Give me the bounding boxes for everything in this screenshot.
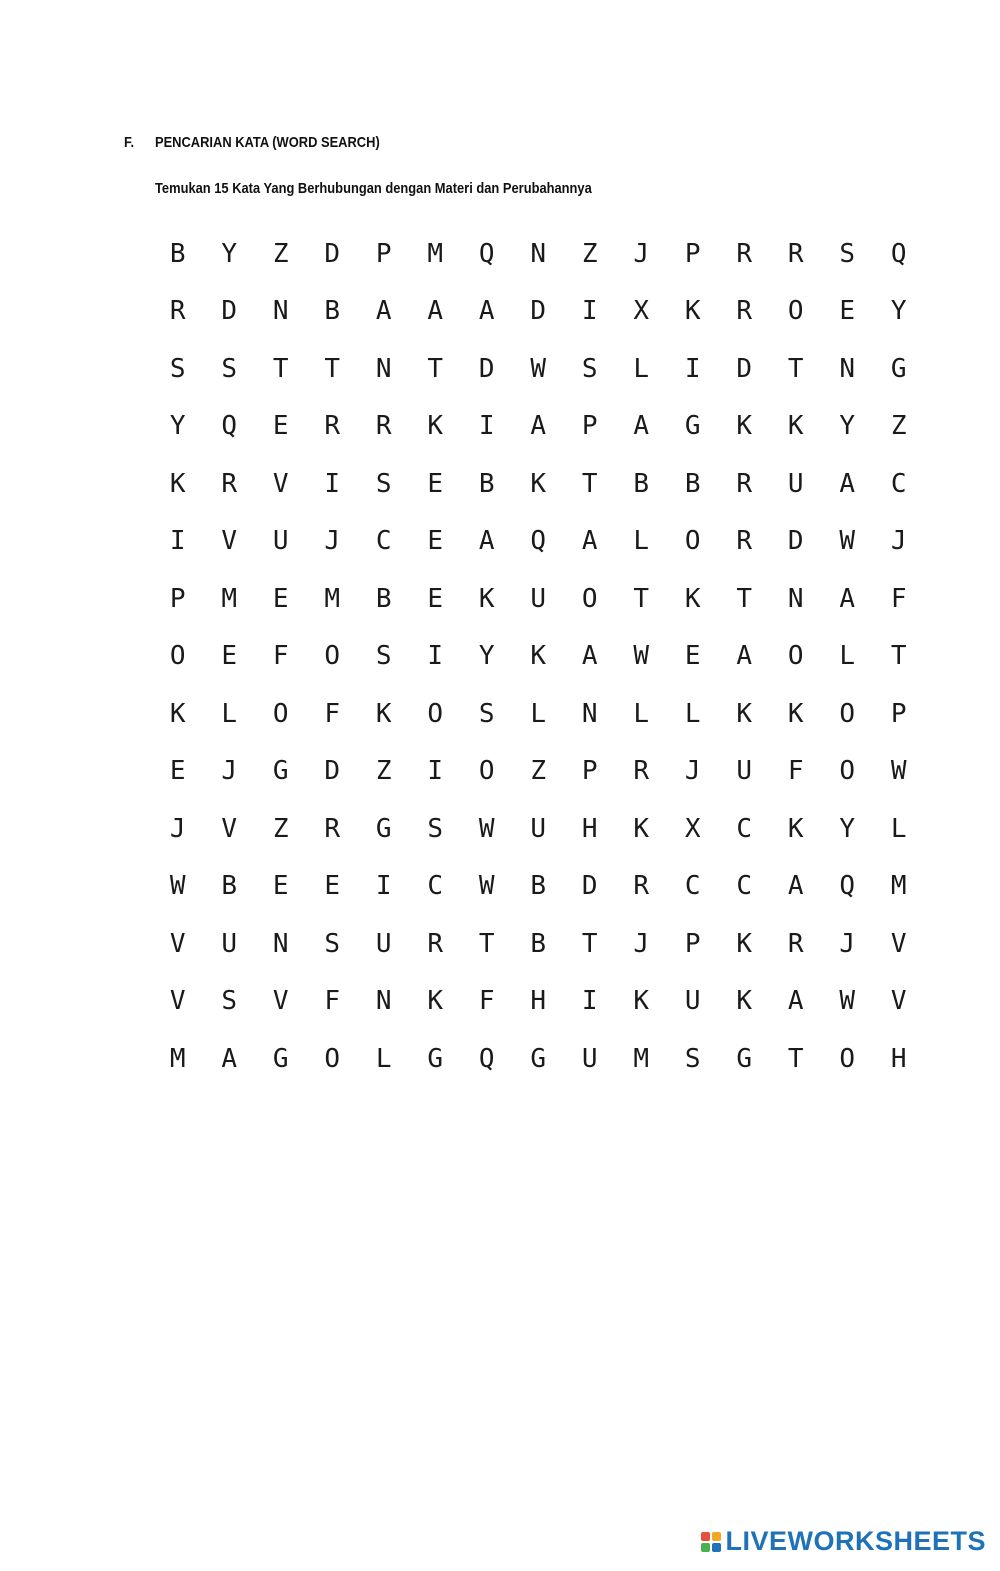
grid-letter[interactable]: Y <box>839 411 856 442</box>
grid-letter[interactable]: S <box>221 986 238 1017</box>
grid-letter[interactable]: E <box>839 296 856 327</box>
grid-letter[interactable]: E <box>272 583 289 614</box>
grid-letter[interactable]: P <box>581 756 598 787</box>
grid-letter[interactable]: F <box>787 756 804 787</box>
grid-letter[interactable]: I <box>169 526 186 557</box>
grid-letter[interactable]: R <box>736 526 753 557</box>
grid-letter[interactable]: Q <box>530 526 547 557</box>
grid-letter[interactable]: O <box>581 583 598 614</box>
grid-letter[interactable]: O <box>787 641 804 672</box>
grid-letter[interactable]: F <box>478 986 495 1017</box>
grid-letter[interactable]: I <box>427 756 444 787</box>
section-number: F. <box>124 134 135 151</box>
grid-letter[interactable]: K <box>530 468 547 499</box>
grid-letter[interactable]: K <box>736 986 753 1017</box>
grid-letter[interactable]: R <box>736 468 753 499</box>
grid-letter[interactable]: S <box>221 353 238 384</box>
grid-letter[interactable]: G <box>272 756 289 787</box>
grid-letter[interactable]: S <box>375 641 392 672</box>
grid-letter[interactable]: W <box>633 641 650 672</box>
word-search-grid <box>152 225 925 1088</box>
grid-letter[interactable]: V <box>272 468 289 499</box>
grid-letter[interactable]: N <box>787 583 804 614</box>
grid-letter[interactable]: Y <box>169 411 186 442</box>
logo-square <box>712 1543 721 1552</box>
grid-letter[interactable]: X <box>633 296 650 327</box>
grid-letter[interactable]: B <box>530 871 547 902</box>
grid-letter[interactable]: C <box>736 813 753 844</box>
grid-letter[interactable]: B <box>684 468 701 499</box>
grid-letter[interactable]: K <box>169 468 186 499</box>
grid-letter[interactable]: G <box>427 1043 444 1074</box>
grid-letter[interactable]: D <box>324 756 341 787</box>
grid-letter[interactable]: Z <box>530 756 547 787</box>
grid-letter[interactable]: Y <box>839 813 856 844</box>
liveworksheets-logo-icon <box>701 1532 721 1552</box>
grid-letter[interactable]: K <box>633 986 650 1017</box>
grid-letter[interactable]: R <box>633 871 650 902</box>
liveworksheets-logo <box>701 1526 986 1557</box>
grid-letter[interactable]: Q <box>478 238 495 269</box>
grid-letter[interactable]: T <box>581 468 598 499</box>
grid-letter[interactable]: W <box>839 526 856 557</box>
grid-letter[interactable]: A <box>375 296 392 327</box>
grid-letter[interactable]: F <box>890 583 907 614</box>
grid-letter[interactable]: S <box>684 1043 701 1074</box>
grid-letter[interactable]: W <box>530 353 547 384</box>
grid-letter[interactable]: K <box>787 698 804 729</box>
grid-letter[interactable]: U <box>221 928 238 959</box>
grid-letter[interactable]: O <box>839 756 856 787</box>
instruction-text: Temukan 15 Kata Yang Berhubungan dengan Materi dan Perubahannya <box>155 180 592 197</box>
grid-letter[interactable]: V <box>169 928 186 959</box>
grid-letter[interactable]: I <box>375 871 392 902</box>
grid-letter[interactable]: A <box>736 641 753 672</box>
grid-letter[interactable]: L <box>633 526 650 557</box>
grid-letter[interactable]: N <box>272 928 289 959</box>
grid-letter[interactable]: N <box>375 986 392 1017</box>
grid-letter[interactable]: K <box>530 641 547 672</box>
grid-letter[interactable]: H <box>581 813 598 844</box>
grid-letter[interactable]: U <box>581 1043 598 1074</box>
grid-letter[interactable]: O <box>684 526 701 557</box>
grid-letter[interactable]: S <box>169 353 186 384</box>
grid-letter[interactable]: T <box>272 353 289 384</box>
grid-letter[interactable]: D <box>736 353 753 384</box>
logo-square <box>701 1543 710 1552</box>
grid-letter[interactable]: M <box>169 1043 186 1074</box>
grid-letter[interactable]: R <box>787 928 804 959</box>
grid-letter[interactable]: R <box>787 238 804 269</box>
grid-letter[interactable]: N <box>839 353 856 384</box>
grid-letter[interactable]: R <box>375 411 392 442</box>
grid-letter[interactable]: T <box>427 353 444 384</box>
grid-letter[interactable]: Q <box>890 238 907 269</box>
grid-letter[interactable]: U <box>787 468 804 499</box>
grid-letter[interactable]: G <box>530 1043 547 1074</box>
grid-letter[interactable]: P <box>684 238 701 269</box>
grid-letter[interactable]: K <box>736 928 753 959</box>
grid-letter[interactable]: M <box>221 583 238 614</box>
grid-letter[interactable]: I <box>324 468 341 499</box>
grid-letter[interactable]: J <box>324 526 341 557</box>
grid-letter[interactable]: Z <box>272 813 289 844</box>
grid-letter[interactable]: S <box>427 813 444 844</box>
grid-letter[interactable]: W <box>478 813 495 844</box>
grid-letter[interactable]: E <box>169 756 186 787</box>
grid-letter[interactable]: J <box>890 526 907 557</box>
grid-letter[interactable]: E <box>221 641 238 672</box>
grid-letter[interactable]: C <box>375 526 392 557</box>
grid-letter[interactable]: L <box>221 698 238 729</box>
grid-letter[interactable]: A <box>839 583 856 614</box>
grid-letter[interactable]: A <box>787 871 804 902</box>
grid-letter[interactable]: E <box>684 641 701 672</box>
grid-letter[interactable]: A <box>787 986 804 1017</box>
grid-letter[interactable]: U <box>684 986 701 1017</box>
grid-letter[interactable]: T <box>581 928 598 959</box>
grid-letter[interactable]: L <box>890 813 907 844</box>
grid-letter[interactable]: K <box>375 698 392 729</box>
grid-letter[interactable]: I <box>684 353 701 384</box>
grid-letter[interactable]: A <box>427 296 444 327</box>
grid-letter[interactable]: N <box>530 238 547 269</box>
grid-letter[interactable]: K <box>633 813 650 844</box>
grid-letter[interactable]: E <box>272 411 289 442</box>
grid-letter[interactable]: A <box>581 526 598 557</box>
grid-letter[interactable]: B <box>478 468 495 499</box>
grid-letter[interactable]: M <box>890 871 907 902</box>
grid-letter[interactable]: E <box>272 871 289 902</box>
grid-letter[interactable]: X <box>684 813 701 844</box>
grid-letter[interactable]: C <box>684 871 701 902</box>
grid-letter[interactable]: B <box>324 296 341 327</box>
grid-letter[interactable]: O <box>324 641 341 672</box>
grid-letter[interactable]: O <box>169 641 186 672</box>
grid-letter[interactable]: L <box>375 1043 392 1074</box>
grid-letter[interactable]: U <box>736 756 753 787</box>
grid-letter[interactable]: H <box>890 1043 907 1074</box>
grid-letter[interactable]: F <box>324 698 341 729</box>
grid-letter[interactable]: K <box>427 986 444 1017</box>
grid-letter[interactable]: I <box>581 296 598 327</box>
grid-letter[interactable]: P <box>375 238 392 269</box>
grid-letter[interactable]: B <box>169 238 186 269</box>
grid-letter[interactable]: S <box>478 698 495 729</box>
grid-letter[interactable]: M <box>427 238 444 269</box>
grid-letter[interactable]: T <box>633 583 650 614</box>
grid-letter[interactable]: M <box>324 583 341 614</box>
grid-letter[interactable]: Y <box>890 296 907 327</box>
grid-letter[interactable]: Y <box>221 238 238 269</box>
grid-letter[interactable]: K <box>787 813 804 844</box>
grid-letter[interactable]: L <box>633 698 650 729</box>
grid-letter[interactable]: M <box>633 1043 650 1074</box>
grid-letter[interactable]: O <box>272 698 289 729</box>
grid-letter[interactable]: A <box>839 468 856 499</box>
grid-letter[interactable]: R <box>427 928 444 959</box>
grid-letter[interactable]: K <box>684 583 701 614</box>
grid-letter[interactable]: C <box>890 468 907 499</box>
grid-letter[interactable]: P <box>684 928 701 959</box>
grid-letter[interactable]: R <box>736 238 753 269</box>
section-heading <box>124 134 380 151</box>
grid-letter[interactable]: K <box>478 583 495 614</box>
grid-letter[interactable]: I <box>581 986 598 1017</box>
grid-letter[interactable]: V <box>272 986 289 1017</box>
grid-letter[interactable]: Z <box>890 411 907 442</box>
grid-letter[interactable]: K <box>684 296 701 327</box>
grid-letter[interactable]: L <box>530 698 547 729</box>
grid-letter[interactable]: N <box>272 296 289 327</box>
grid-letter[interactable]: L <box>633 353 650 384</box>
grid-letter[interactable]: R <box>324 411 341 442</box>
grid-letter[interactable]: A <box>581 641 598 672</box>
grid-letter[interactable]: U <box>530 583 547 614</box>
grid-letter[interactable]: Z <box>581 238 598 269</box>
grid-letter[interactable]: L <box>684 698 701 729</box>
grid-letter[interactable]: R <box>736 296 753 327</box>
grid-letter[interactable]: Q <box>839 871 856 902</box>
grid-letter[interactable]: U <box>530 813 547 844</box>
grid-letter[interactable]: R <box>169 296 186 327</box>
grid-letter[interactable]: D <box>324 238 341 269</box>
grid-letter[interactable]: S <box>375 468 392 499</box>
grid-letter[interactable]: K <box>736 698 753 729</box>
grid-letter[interactable]: N <box>375 353 392 384</box>
grid-letter[interactable]: L <box>839 641 856 672</box>
grid-letter[interactable]: D <box>221 296 238 327</box>
grid-letter[interactable]: Q <box>478 1043 495 1074</box>
grid-letter[interactable]: P <box>581 411 598 442</box>
grid-letter[interactable]: E <box>427 526 444 557</box>
grid-letter[interactable]: R <box>221 468 238 499</box>
logo-square <box>701 1532 710 1541</box>
grid-letter[interactable]: G <box>684 411 701 442</box>
grid-letter[interactable]: A <box>221 1043 238 1074</box>
grid-letter[interactable]: B <box>221 871 238 902</box>
grid-letter[interactable]: I <box>427 641 444 672</box>
grid-letter[interactable]: O <box>427 698 444 729</box>
grid-letter[interactable]: I <box>478 411 495 442</box>
grid-letter[interactable]: K <box>427 411 444 442</box>
grid-letter[interactable]: T <box>736 583 753 614</box>
logo-square <box>712 1532 721 1541</box>
logo-text: LIVEWORKSHEETS <box>725 1526 986 1556</box>
grid-letter[interactable]: W <box>890 756 907 787</box>
grid-letter[interactable]: F <box>324 986 341 1017</box>
grid-letter[interactable]: A <box>633 411 650 442</box>
grid-letter[interactable]: W <box>478 871 495 902</box>
grid-letter[interactable]: J <box>684 756 701 787</box>
grid-letter[interactable]: O <box>839 1043 856 1074</box>
grid-letter[interactable]: E <box>324 871 341 902</box>
grid-letter[interactable]: S <box>581 353 598 384</box>
grid-letter[interactable]: V <box>221 813 238 844</box>
grid-letter[interactable]: U <box>375 928 392 959</box>
grid-letter[interactable]: P <box>169 583 186 614</box>
grid-letter[interactable]: V <box>890 928 907 959</box>
grid-letter[interactable]: D <box>581 871 598 902</box>
grid-letter[interactable]: H <box>530 986 547 1017</box>
grid-letter[interactable]: S <box>324 928 341 959</box>
grid-letter[interactable]: A <box>530 411 547 442</box>
grid-letter[interactable]: D <box>530 296 547 327</box>
grid-letter[interactable]: U <box>272 526 289 557</box>
grid-letter[interactable]: F <box>272 641 289 672</box>
grid-letter[interactable]: P <box>890 698 907 729</box>
grid-letter[interactable]: Z <box>375 756 392 787</box>
grid-letter[interactable]: B <box>530 928 547 959</box>
grid-letter[interactable]: O <box>324 1043 341 1074</box>
grid-letter[interactable]: O <box>787 296 804 327</box>
grid-letter[interactable]: C <box>736 871 753 902</box>
grid-letter[interactable]: K <box>787 411 804 442</box>
section-title: PENCARIAN KATA (WORD SEARCH) <box>154 134 380 151</box>
grid-letter[interactable]: R <box>633 756 650 787</box>
grid-letter[interactable]: E <box>427 468 444 499</box>
grid-letter[interactable]: S <box>839 238 856 269</box>
grid-letter[interactable]: T <box>478 928 495 959</box>
grid-letter[interactable]: Y <box>478 641 495 672</box>
grid-letter[interactable]: E <box>427 583 444 614</box>
grid-letter[interactable]: J <box>221 756 238 787</box>
grid-letter[interactable]: T <box>787 1043 804 1074</box>
grid-letter[interactable]: K <box>736 411 753 442</box>
grid-letter[interactable]: C <box>427 871 444 902</box>
grid-letter[interactable]: B <box>375 583 392 614</box>
grid-letter[interactable]: V <box>169 986 186 1017</box>
grid-letter[interactable]: J <box>633 928 650 959</box>
grid-letter[interactable]: V <box>221 526 238 557</box>
grid-letter[interactable]: G <box>375 813 392 844</box>
grid-letter[interactable]: O <box>478 756 495 787</box>
grid-letter[interactable]: J <box>169 813 186 844</box>
grid-letter[interactable]: A <box>478 296 495 327</box>
grid-letter[interactable]: A <box>478 526 495 557</box>
grid-letter[interactable]: G <box>272 1043 289 1074</box>
grid-letter[interactable]: Z <box>272 238 289 269</box>
grid-letter[interactable]: R <box>324 813 341 844</box>
grid-letter[interactable]: V <box>890 986 907 1017</box>
grid-letter[interactable]: D <box>478 353 495 384</box>
grid-letter[interactable]: Q <box>221 411 238 442</box>
grid-letter[interactable]: G <box>736 1043 753 1074</box>
grid-letter[interactable]: D <box>787 526 804 557</box>
grid-letter[interactable]: J <box>633 238 650 269</box>
grid-letter[interactable]: J <box>839 928 856 959</box>
grid-letter[interactable]: K <box>169 698 186 729</box>
grid-letter[interactable]: B <box>633 468 650 499</box>
grid-letter[interactable]: T <box>324 353 341 384</box>
grid-letter[interactable]: T <box>890 641 907 672</box>
grid-letter[interactable]: G <box>890 353 907 384</box>
grid-letter[interactable]: W <box>169 871 186 902</box>
grid-letter[interactable]: T <box>787 353 804 384</box>
grid-letter[interactable]: O <box>839 698 856 729</box>
grid-letter[interactable]: N <box>581 698 598 729</box>
grid-letter[interactable]: W <box>839 986 856 1017</box>
